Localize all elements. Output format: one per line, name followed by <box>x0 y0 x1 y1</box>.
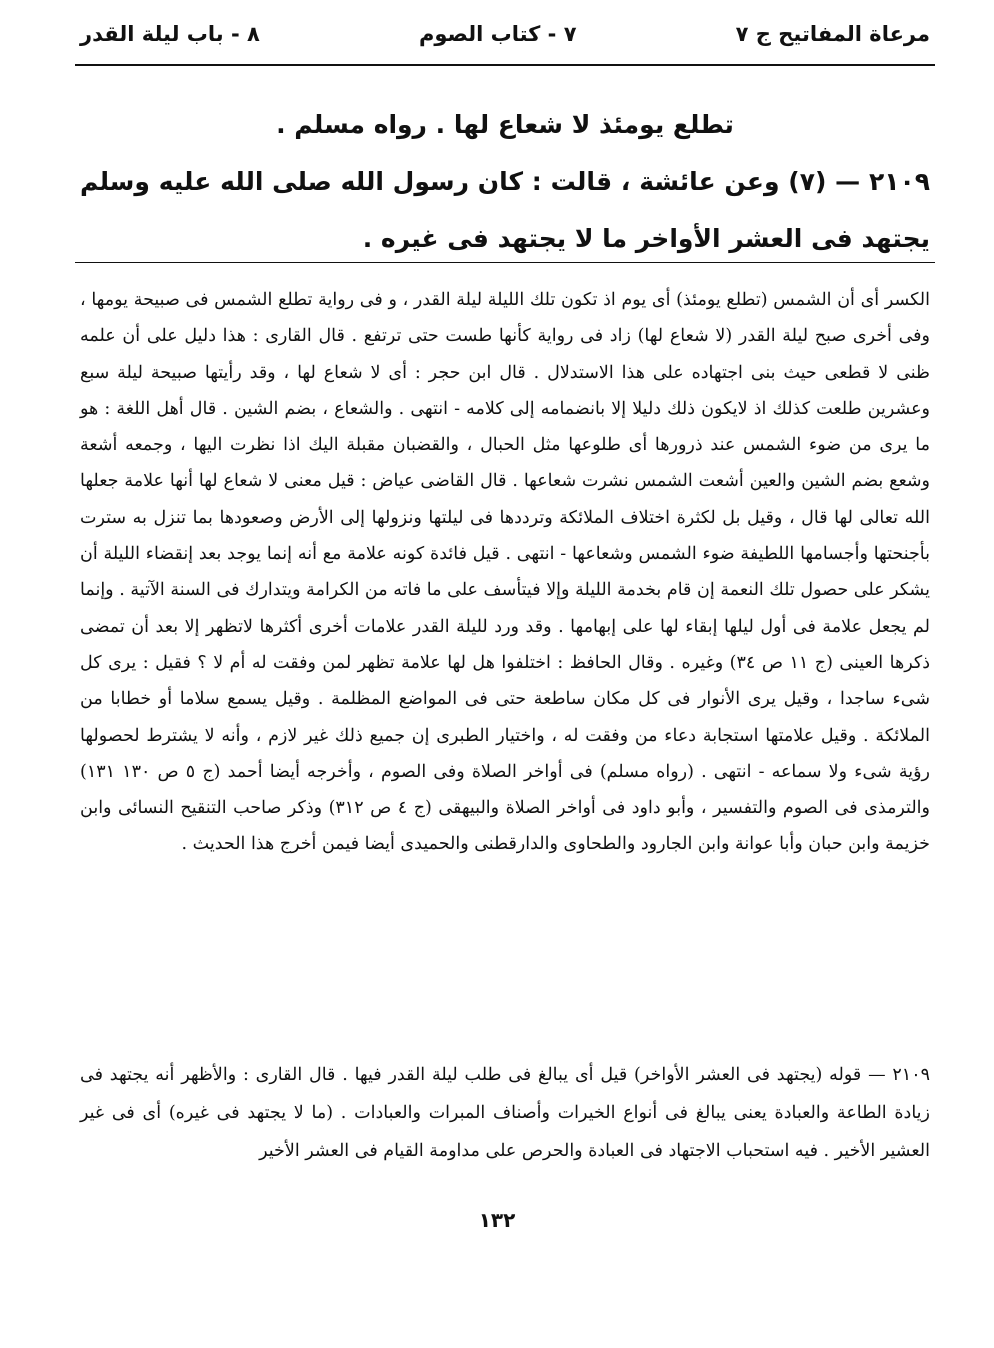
header-chapter: ٧ - كتاب الصوم <box>418 22 577 46</box>
section-rule <box>75 262 935 263</box>
hadith-note-text: ٢١٠٩ — قوله (يجتهد فى العشر الأواخر) قيل أى يبالغ فى طلب ليلة القدر فيها . قال القارى : والأظهر أنه يجتهد فى زيادة الطاعة والعبادة يعنى يبالغ فى أنواع الخيرات وأصناف المبرات والعبادات . (ما لا يجتهد فى غيره) أى فى غير العشير الأخير . فيه استحباب الاجتهاد فى العبادة والحرص على مداومة القيام فى العشر الأخير <box>80 1065 930 1161</box>
hadith-entry <box>80 153 930 267</box>
header-section: ٨ - باب ليلة القدر <box>80 22 260 46</box>
header-rule <box>75 64 935 66</box>
hadith-block <box>80 96 930 267</box>
running-header <box>80 14 930 54</box>
hadith-continuation: تطلع يومئذ لا شعاع لها . رواه مسلم . <box>276 110 734 139</box>
header-book-volume: مرعاة المفاتيح ج ٧ <box>735 22 930 46</box>
page-number: ١٣٢ <box>478 1208 516 1232</box>
commentary-text: الكسر أى أن الشمس (تطلع يومئذ) أى يوم اذ تكون تلك الليلة ليلة القدر ، و فى رواية تطلع الشمس فى صبيحة يومها ، وفى أخرى صبح ليلة القدر (لا شعاع لها) زاد فى رواية كأنها طست حتى ترتفع . قال القارى : هذا دليل على أن علمه ظنى لا قطعى حيث بنى اجتهاده على هذا الاستدلال . قال ابن حجر : أى لا شعاع لها ، وقد رأيتها صبيحة ليلة سبع وعشرين طلعت كذلك اذ لايكون ذلك دليلا إلا بانضمامه إلى كلامه - انتهى . والشعاع ، بضم الشين . قال أهل اللغة : هو ما يرى من ضوء الشمس عند ذرورها أى طلوعها مثل الحبال ، والقضبان مقبلة اليك اذا نظرت اليها ، وجمعه أشعة وشعع بضم الشين والعين أشعت الشمس نشرت شعاعها . قال القاضى عياض : قيل معنى لا شعاع لها أنها علامة جعلها الله تعالى لها قال ، وقيل بل لكثرة اختلاف الملائكة وترددها فى ليلتها ونزولها إلى الأرض وصعودها بما تنزل به سترت بأجنحتها وأجسامها اللطيفة ضوء الشمس وشعاعها - انتهى . قيل فائدة كونه علامة مع أنه إنما يوجد بعد إنقضاء الليلة أن يشكر على حصول تلك النعمة إن قام بخدمة الليلة وإلا فيتأسف على ما فاته من الكرامة ويتدارك فى السنة الآتية . وإنما لم يجعل علامة فى أول ليلها إبقاء لها على إبهامها . وقد ورد لليلة القدر علامات أخرى أكثرها لاتظهر إلا بعد أن تمضى ذكرها العينى (ج ١١ ص ٣٤) وغيره . وقال الحافظ : اختلفوا هل لها علامة تظهر لمن وفقت له أم لا ؟ فقيل : يرى كل شىء ساجدا ، وقيل يرى الأنوار فى كل مكان ساطعة حتى فى المواضع المظلمة . وقيل يسمع سلاما أو خطابا من الملائكة . وقيل علامتها استجابة دعاء من وفقت له ، واختيار الطبرى إن جميع ذلك غير لازم ، وأنه لا يشترط لحصولها رؤية شىء ولا سماعه - انتهى . (رواه مسلم) فى أواخر الصلاة وفى الصوم ، وأخرجه أيضا أحمد (ج ٥ ص ١٣٠ ١٣١) والترمذى فى الصوم والتفسير ، وأبو داود فى أواخر الصلاة والبيهقى (ج ٤ ص ٣١٢) وذكر صاحب التنقيح النسائى وابن خزيمة وابن حبان وأبا عوانة وابن الجارود والطحاوى والدارقطنى والحميدى أيضا فيمن أخرج هذا الحديث . <box>80 290 931 855</box>
hadith-text: وعن عائشة ، قالت : كان رسول الله صلى الله عليه وسلم يجتهد فى العشر الأواخر ما لا يجتهد فى غيره . <box>80 167 930 253</box>
hadith-number: ٢١٠٩ — (٧) <box>788 167 930 196</box>
